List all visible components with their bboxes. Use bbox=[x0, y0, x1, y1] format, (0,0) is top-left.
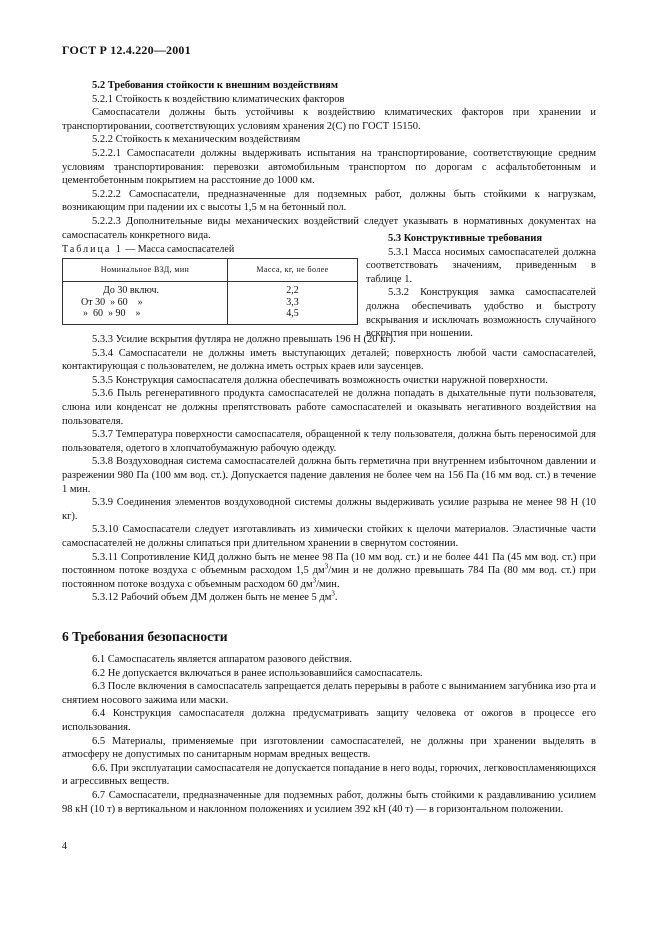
paragraph-6-4: 6.4 Конструкция самоспасателя должна предусматривать защиту человека от ожогов в процессе его использования. bbox=[62, 708, 596, 733]
section-heading-6: 6 Требования безопасности bbox=[62, 629, 228, 644]
paragraph-5-3-11-part-b: /мин и не должно превышать 784 Па (80 мм вод. ст.) при постоянном потоке воздуха с объемным расходом 60 дм bbox=[62, 565, 596, 590]
section-5-3-continued bbox=[62, 333, 596, 605]
paragraph-6-1: 6.1 Самоспасатель является аппаратом разового действия. bbox=[92, 654, 352, 665]
section-6 bbox=[62, 653, 596, 816]
paragraph-5-2-2-1: 5.2.2.1 Самоспасатели должны выдерживать испытания на транспортирование, соответствующие средним условиям транспортирования: перевозки автомобильным транспортом по дорогам с асфальтобетонным и цементобетонным покрытием на расстояние до 1000 км. bbox=[62, 147, 596, 187]
table-cell-masses bbox=[228, 282, 358, 325]
page-number: 4 bbox=[62, 841, 67, 852]
superscript-cube: 3 bbox=[312, 576, 317, 585]
paragraph-5-3-12-part-b: . bbox=[334, 592, 338, 604]
paragraph-5-3-11 bbox=[62, 551, 596, 592]
table-caption-title: — Масса самоспасателей bbox=[122, 244, 235, 255]
paragraph-5-3-11-part-c: /мин. bbox=[316, 578, 340, 590]
paragraph-5-2-2-3: 5.2.2.3 Дополнительные виды механических воздействий следует указывать в нормативных документах на самоспасатель конкретного вида. bbox=[62, 215, 596, 241]
paragraph-5-3-7: 5.3.7 Температура поверхности самоспасателя, обращенной к телу пользователя, должна быть переносимой для пользователя, одетого в хлопчатобумажную рабочую одежду. bbox=[62, 429, 596, 454]
section-heading-5-3: 5.3 Конструктивные требования bbox=[388, 233, 543, 244]
paragraph-5-2-2: 5.2.2 Стойкость к механическим воздействиям bbox=[92, 134, 301, 146]
paragraph-6-3: 6.3 После включения в самоспасатель запрещается делать перерывы в работе с вынимaнием загубника изо рта и снятием носового зажима или маски. bbox=[62, 681, 596, 706]
document-header: ГОСТ Р 12.4.220—2001 bbox=[62, 43, 191, 57]
table-row-range: От 30 » 60 » bbox=[81, 296, 143, 308]
table-caption-label: Таблица 1 bbox=[62, 244, 123, 255]
paragraph-5-3-3: 5.3.3 Усилие вскрытия футляра не должно превышать 196 Н (20 кг). bbox=[92, 334, 396, 345]
paragraph-5-3-2: 5.3.2 Конструкция замка самоспасателей должна обеспечивать удобство и быстроту вскрывания и исключать возможность случайного вскрытия при ношении. bbox=[366, 287, 596, 340]
paragraph-6-2: 6.2 Не допускается включаться в ранее использовавшийся самоспасатель. bbox=[92, 667, 423, 679]
paragraph-5-3-9: 5.3.9 Соединения элементов воздуховодной системы должны выдерживать усилие разрыва не менее 98 Н (10 кг). bbox=[62, 497, 596, 522]
paragraph-6-5: 6.5 Материалы, применяемые при изготовлении самоспасателей, не должны при хранении выделять в атмосферу не допустимых по санитарным нормам вредных веществ. bbox=[62, 735, 596, 761]
superscript-cube: 3 bbox=[331, 589, 335, 598]
paragraph-5-3-5: 5.3.5 Конструкция самоспасателя должна обеспечивать возможность очистки наружной поверхности. bbox=[92, 374, 548, 386]
paragraph-5-3-4: 5.3.4 Самоспасатели не должны иметь выступающих деталей; поверхность любой части самоспасателей, контактирующая с пользователем, не должна иметь острых краев или заусенцев. bbox=[62, 347, 596, 373]
paragraph-5-3-12 bbox=[62, 591, 596, 605]
superscript-cube: 3 bbox=[324, 562, 329, 571]
section-5-3-column bbox=[366, 232, 596, 341]
paragraph-5-2-1-text: Самоспасатели должны быть устойчивы к воздействию климатических факторов при хранении и транспортировании, соответствующих условиям хранения 2(С) по ГОСТ 15150. bbox=[62, 107, 596, 132]
paragraph-5-3-8: 5.3.8 Воздуховодная система самоспасателей должна быть герметична при внутреннем избыточном давлении и разрежении 980 Па (100 мм вод. ст.). Допускается падение давления не более чем на 156 Па (16 мм вод. ст.) в течение 1 мин. bbox=[62, 456, 596, 495]
table-header-duration: Номинальное ВЗД, мин bbox=[63, 259, 228, 282]
table-row-mass: 4,5 bbox=[286, 308, 299, 319]
table-row-range: » 60 » 90 » bbox=[83, 308, 141, 319]
paragraph-6-7: 6.7 Самоспасатели, предназначенные для подземных работ, должны быть стойкими к раздавливанию усилием 98 кН (10 т) в вертикальном и наклонном положениях и усилием 392 кН (40 т) — в горизонтальном положении. bbox=[62, 789, 596, 815]
table-row-mass: 3,3 bbox=[286, 296, 299, 308]
paragraph-5-3-11-part-a: 5.3.11 Сопротивление КИД должно быть не менее 98 Па (10 мм вод. ст.) и не более 441 Па (45 мм вод. ст.) при постоянном потоке воздуха с объемным расходом 1,5 дм bbox=[62, 551, 596, 577]
paragraph-5-3-1: 5.3.1 Масса носимых самоспасателей должна соответствовать значениям, приведенным в таблице 1. bbox=[366, 246, 596, 285]
table-body bbox=[63, 282, 358, 325]
paragraph-5-3-6: 5.3.6 Пыль регенеративного продукта самоспасателей не должна попадать в дыхательные пути пользователя, слюна или конденсат не должны препятствовать работе самоспасателей и оказывать негативного воздействия на пользователя. bbox=[62, 388, 596, 427]
section-5-2 bbox=[62, 79, 596, 242]
mass-table bbox=[62, 258, 358, 325]
paragraph-5-2-1: 5.2.1 Стойкость к воздействию климатических факторов bbox=[92, 93, 345, 105]
section-heading-5-2: 5.2 Требования стойкости к внешним воздействиям bbox=[92, 80, 338, 91]
table-header-mass: Масса, кг, не более bbox=[228, 259, 358, 282]
paragraph-6-6: 6.6. При эксплуатации самоспасателя не допускается попадание в него воды, горючих, легковоспламеняющихся и агрессивных веществ. bbox=[62, 762, 596, 788]
paragraph-5-3-12-part-a: 5.3.12 Рабочий объем ДМ должен быть не менее 5 дм bbox=[92, 592, 332, 604]
paragraph-5-2-2-2: 5.2.2.2 Самоспасатели, предназначенные для подземных работ, должны быть стойкими к нагрузкам, возникающим при падении их с высоты 1,5 м на бетонный пол. bbox=[62, 188, 596, 214]
paragraph-5-3-10: 5.3.10 Самоспасатели следует изготавливать из химически стойких к щелочи материалов. Эластичные части самоспасателей не должны слипаться при длительном хранении в свернутом состоянии. bbox=[62, 524, 596, 549]
table-caption bbox=[62, 243, 362, 257]
table-cell-ranges bbox=[63, 282, 228, 325]
table-row-range: До 30 включ. bbox=[103, 285, 160, 296]
table-row-mass: 2,2 bbox=[286, 285, 299, 296]
